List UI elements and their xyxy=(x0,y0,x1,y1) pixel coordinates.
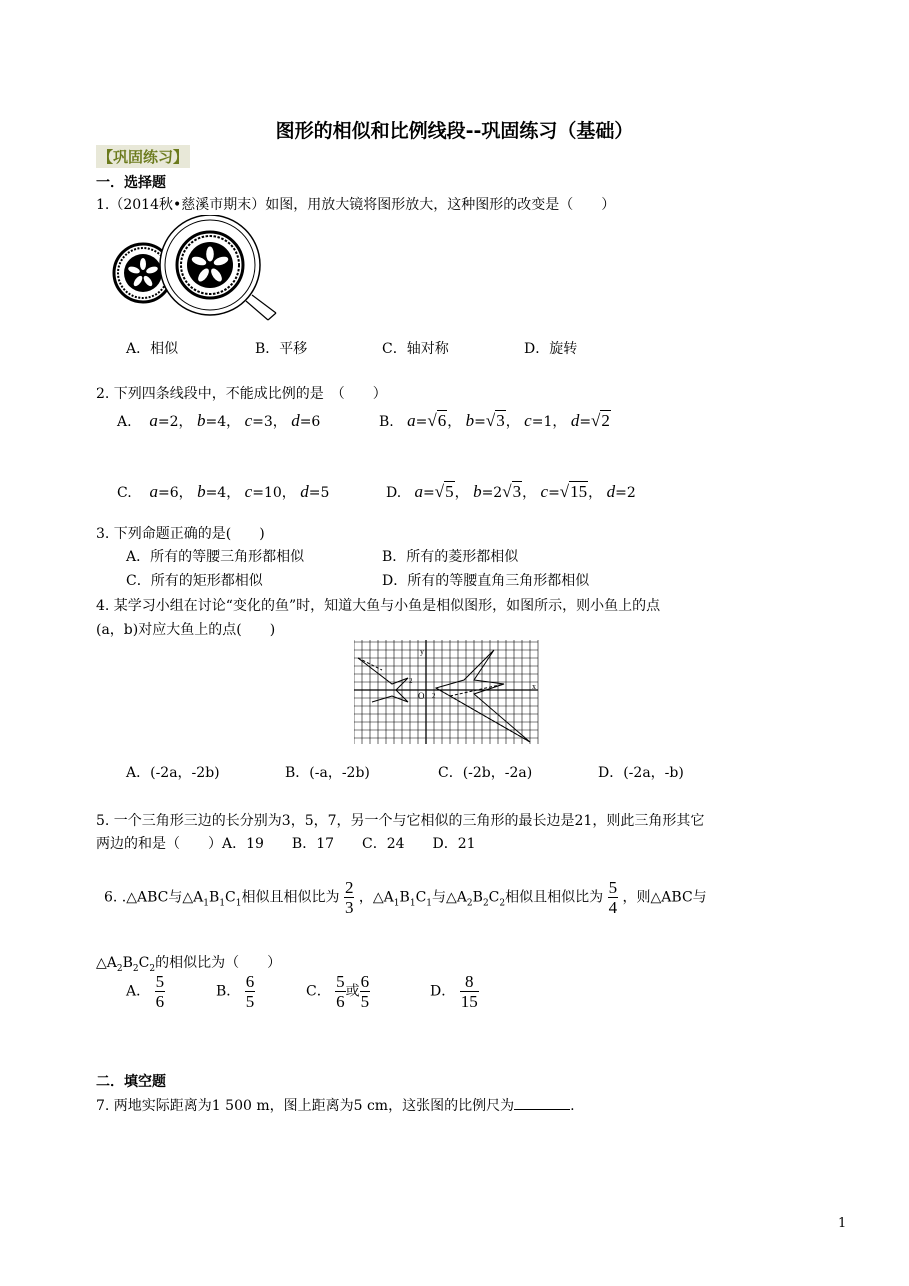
ratio-2-3: $\frac{2}{3}$ xyxy=(344,878,354,917)
q4-option-a: A．(-2a，-2b) xyxy=(126,765,220,781)
q7-stem: 7. 两地实际距离为1 500 m，图上距离为5 cm，这张图的比例尺为 . xyxy=(96,1098,575,1114)
q2-option-c: C. a=6， b=4， c=10， d=5 xyxy=(117,482,330,501)
q4-stem-line2: (a，b)对应大鱼上的点( ) xyxy=(96,622,276,638)
q2-option-d: D. a=√5， b=2√3， c=√15， d=2 xyxy=(386,482,636,501)
x-axis-label: x xyxy=(532,682,536,691)
q6-line2: $\triangle A_2B_2C_2$的相似比为（ ） xyxy=(96,955,282,974)
q1-option-c: C．轴对称 xyxy=(382,341,449,357)
q4-option-d: D．(-2a，-b) xyxy=(598,765,684,781)
q3-stem: 3. 下列命题正确的是( ) xyxy=(96,526,265,542)
q6-line1: 6. .△ABC与$\triangle A_1B_1C_1$相似且相似比为 $\frac{2}{3}$ ，$\triangle A_1B_1C_1$与$\triangle A_2B_2C_2$相似且相似比为 $\frac{5}{4}$ ，则△ABC与 xyxy=(104,878,707,917)
tick-label-2: 2 xyxy=(409,677,413,685)
y-axis-label: y xyxy=(420,647,424,656)
q5-line1: 5. 一个三角形三边的长分别为3，5，7，另一个与它相似的三角形的最长边是21，则此三角形其它 xyxy=(96,813,705,829)
q6-option-b: B． $\frac{6}{5}$ xyxy=(216,972,255,1011)
origin-label: O xyxy=(418,691,425,701)
q3-option-b: B．所有的菱形都相似 xyxy=(382,549,519,565)
fish-grid-figure xyxy=(354,640,540,744)
q2-option-a: A. a=2， b=4， c=3， d=6 xyxy=(117,411,321,430)
q6-option-a: A． $\frac{5}{6}$ xyxy=(126,972,165,1011)
q1-option-a: A．相似 xyxy=(126,341,179,357)
magnifier-figure xyxy=(108,215,283,325)
q2-option-b: B. a=√6， b=√3， c=1， d=√2 xyxy=(379,411,610,430)
q4-option-b: B．(-a，-2b) xyxy=(285,765,370,781)
section-choice-heading: 一．选择题 xyxy=(96,175,166,191)
q7-answer-blank[interactable] xyxy=(514,1097,570,1110)
section-tag: 【巩固练习】 xyxy=(96,145,190,168)
q3-option-d: D．所有的等腰直角三角形都相似 xyxy=(382,573,590,589)
q2-stem: 2. 下列四条线段中，不能成比例的是 （ ） xyxy=(96,386,387,402)
q3-option-a: A．所有的等腰三角形都相似 xyxy=(126,549,305,565)
q4-option-c: C．(-2b，-2a) xyxy=(438,765,533,781)
q3-option-c: C．所有的矩形都相似 xyxy=(126,573,263,589)
q4-stem-line1: 4. 某学习小组在讨论“变化的鱼”时，知道大鱼与小鱼是相似图形，如图所示，则小鱼上的点 xyxy=(96,598,661,614)
q1-option-d: D．旋转 xyxy=(524,341,578,357)
tick-label-2-x: 2 xyxy=(432,692,436,700)
ratio-5-4: $\frac{5}{4}$ xyxy=(608,878,618,917)
page-title: 图形的相似和比例线段--巩固练习（基础） xyxy=(275,120,634,142)
q5-line2: 两边的和是（ ）A．19 B．17 C．24 D．21 xyxy=(96,836,476,852)
q1-option-b: B．平移 xyxy=(255,341,308,357)
magnifier-icon xyxy=(160,215,276,320)
q6-option-d: D． $\frac{8}{15}$ xyxy=(430,972,478,1011)
q1-stem: 1.（2014秋•慈溪市期末）如图，用放大镜将图形放大，这种图形的改变是（ ） xyxy=(96,197,616,213)
q6-option-c: C． $\frac{5}{6}$ 或 $\frac{6}{5}$ xyxy=(306,972,370,1011)
section-fill-heading: 二．填空题 xyxy=(96,1074,166,1090)
page-number: 1 xyxy=(838,1216,847,1231)
